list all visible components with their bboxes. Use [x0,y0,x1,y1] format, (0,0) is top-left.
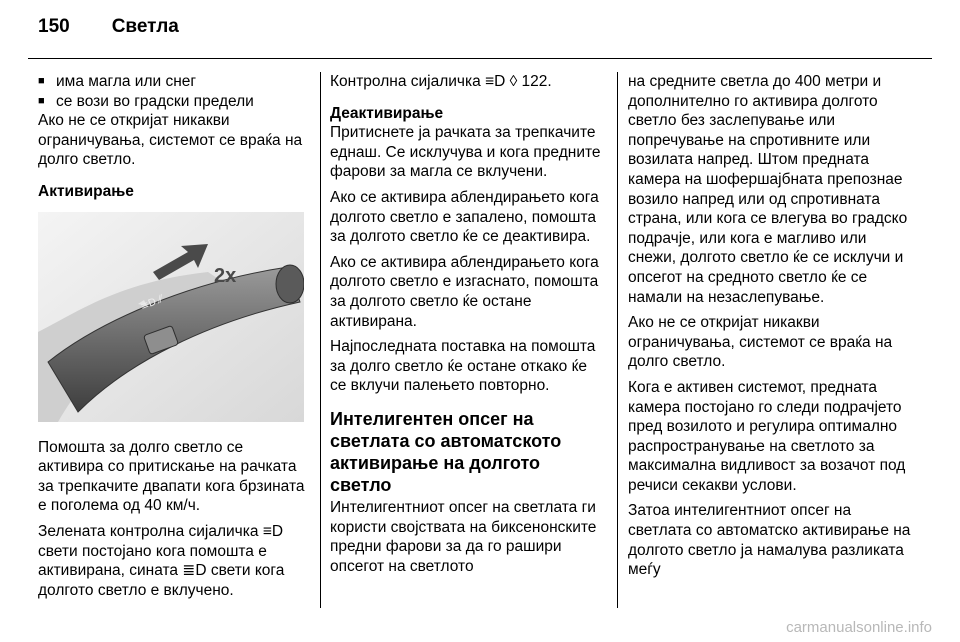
watermark: carmanualsonline.info [786,619,932,636]
paragraph: Помошта за долго светло се активира со притискање на рачката за трепкачите двапати кога брзината е поголема од 40 км/ч. [38,438,305,515]
paragraph: Кога е активен системот, предната камера постојано го следи подрачјето пред возилото и регулира оптимално распространување на светлото за максимална видливост за возачот под речиси секакви услови. [628,378,906,494]
paragraph: Ако не се откријат никакви ограничувања, системот се враќа на долго светло. [628,314,893,371]
bullet-item [38,92,306,112]
paragraph: Контролна сијаличка ≡D ◊ 122. [330,73,552,90]
paragraph: Ако не се откријат никакви ограничувања, системот се враќа на долго светло. [38,112,303,169]
bullet-square-icon: ■ [38,75,45,87]
column-divider-2 [617,72,618,608]
column-1 [38,72,306,604]
subheading-activation: Активирање [38,182,134,200]
page-header [38,16,179,46]
section-title: Светла [111,16,179,37]
bullet-square-icon: ■ [38,94,45,107]
paragraph: Најпоследната поставка на помошта за долго светло ќе остане откако ќе се вклучи палењето повторно. [330,338,596,395]
push-twice-label: 2x [214,264,237,287]
column-divider-1 [320,72,321,608]
paragraph: Ако се активира аблендирањето кога долгото светло е запалено, помошта за долгото светло ќе се деактивира. [330,188,599,246]
column-2 [330,72,605,604]
paragraph: Притиснете ја рачката за трепкачите еднаш. Се исклучува и кога предните фарови за магла се вклучени. [330,124,601,181]
bullet-item [38,72,306,92]
turn-signal-lever-image [38,212,304,422]
bullet-text: се вози во градски предели [56,92,254,110]
section-heading: Интелигентен опсег на светлата со автоматското активирање на долгото светло [330,408,562,495]
svg-text:≡D ⁄⁄: ≡D ⁄⁄ [139,293,165,313]
subheading-deactivation: Деактивирање [330,104,444,122]
lever-illustration [38,212,304,422]
bullet-text: има магла или снег [56,73,197,90]
paragraph: Интелигентниот опсег на светлата ги користи својствата на биксенонските предни фарови за да го рашири опсегот на светлото [330,498,597,575]
paragraph: Затоа интелигентниот опсег на светлата со автоматско активирање на долгото светло ја намалува разликата меѓу [628,502,911,579]
paragraph: Зелената контролна сијаличка ≡D свети постојано кога помошта е активирана, сината ≣D свети кога долгото светло е вклучено. [38,522,285,599]
column-3 [628,72,913,604]
page-number: 150 [38,16,70,37]
header-divider [28,58,932,59]
paragraph: на средните светла до 400 метри и дополнително го активира долгото светло без заслепување или попречување на спротивните или возилата напред. Штом предната камера на шофершајбната препознае возило напред или од спротивната страна, или кога се влегува во градско подрачје, или кога е магливо или снежи, долгото светло ќе се исклучи и опсегот на средното светло ќе се намали на незаслепување. [628,73,908,306]
paragraph: Ако се активира аблендирањето кога долгото светло е изгаснато, помошта за долгото светло ќе остане активирана. [330,253,599,330]
